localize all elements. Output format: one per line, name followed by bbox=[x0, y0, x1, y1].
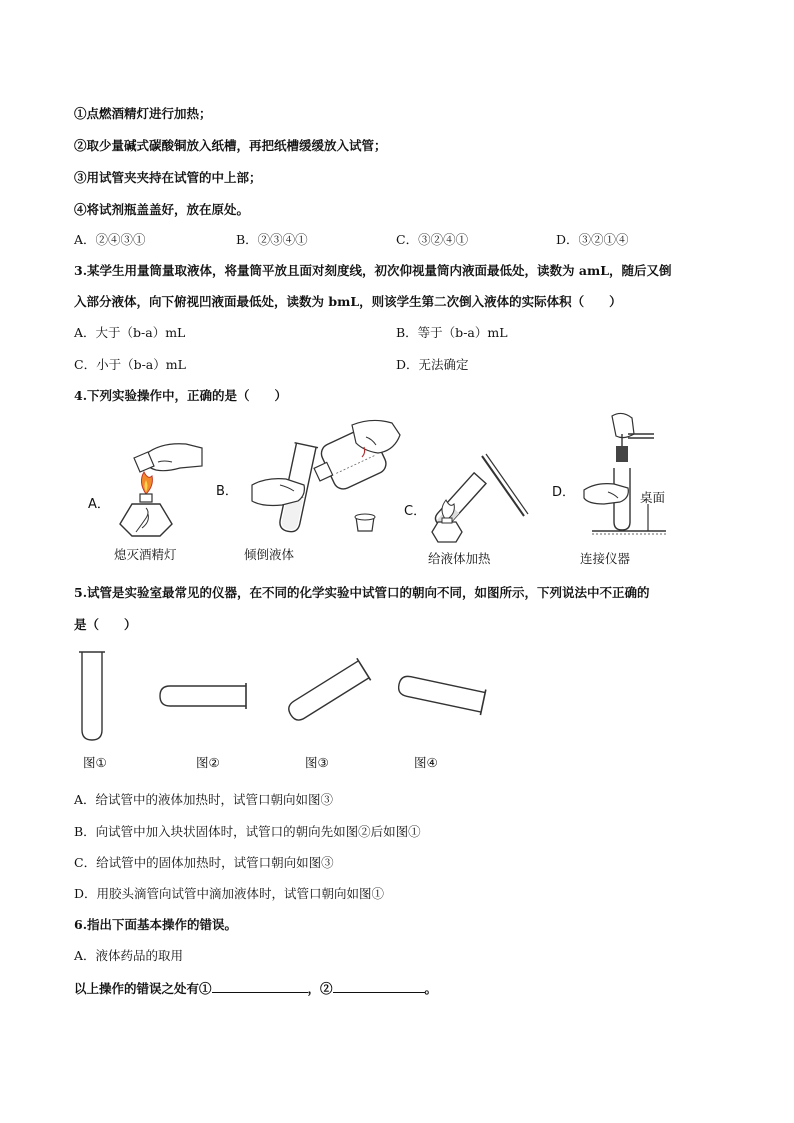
q5-option-d: D．用胶头滴管向试管中滴加液体时，试管口朝向如图① bbox=[74, 886, 385, 901]
q3-stem-line-1: 3.某学生用量筒量取液体，将量筒平放且面对刻度线，初次仰视量筒内液面最低处，读数为 amL，随后又倒 bbox=[74, 263, 672, 278]
fig-label-1: 图① bbox=[83, 755, 107, 770]
q6-answer-end: 。 bbox=[424, 981, 438, 996]
q5-option-a: A．给试管中的液体加热时，试管口朝向如图③ bbox=[74, 792, 334, 807]
q5-stem-line-1: 5.试管是实验室最常见的仪器，在不同的化学实验中试管口的朝向不同，如图所示，下列说法中不正确的 bbox=[74, 585, 650, 600]
q5-stem-line-2: 是（ ） bbox=[74, 617, 137, 632]
q3-option-b: B．等于（b-a）mL bbox=[396, 325, 508, 340]
q4-caption-c: 给液体加热 bbox=[428, 551, 491, 566]
q4-caption-a: 熄灭酒精灯 bbox=[114, 547, 177, 562]
q2-step-1: ①点燃酒精灯进行加热； bbox=[74, 106, 212, 121]
test-tube-orientation-figures bbox=[74, 646, 504, 746]
q4-letter-b: B． bbox=[216, 484, 238, 499]
q3-stem-line-2: 入部分液体，向下俯视凹液面最低处，读数为 bmL，则该学生第二次倒入液体的实际体积（ ） bbox=[74, 294, 622, 309]
q6-stem: 6.指出下面基本操作的错误。 bbox=[74, 917, 238, 932]
q4-letter-a: A． bbox=[88, 497, 110, 512]
q3-option-d: D．无法确定 bbox=[396, 357, 469, 372]
q6-answer-prefix: 以上操作的错误之处有① bbox=[74, 981, 212, 996]
q6-answer-separator: ，② bbox=[307, 981, 333, 996]
q6-subpart-a: A．液体药品的取用 bbox=[74, 948, 184, 963]
heating-liquid-figure bbox=[424, 446, 534, 546]
pouring-liquid-figure bbox=[242, 415, 402, 540]
q3-option-c: C．小于（b-a）mL bbox=[74, 357, 186, 372]
q2-option-a: A．②④③① bbox=[74, 232, 146, 247]
q2-step-3: ③用试管夹夹持在试管的中上部； bbox=[74, 170, 262, 185]
q2-step-2: ②取少量碱式碳酸铜放入纸槽，再把纸槽缓缓放入试管； bbox=[74, 138, 387, 153]
fig-label-3: 图③ bbox=[305, 755, 329, 770]
q2-option-d: D．③②①④ bbox=[556, 232, 629, 247]
answer-blank-2[interactable] bbox=[333, 980, 425, 993]
q5-option-c: C．给试管中的固体加热时，试管口朝向如图③ bbox=[74, 855, 334, 870]
q4-caption-d: 连接仪器 bbox=[580, 551, 631, 566]
test-tube-fig-2 bbox=[160, 683, 246, 709]
test-tube-fig-4 bbox=[396, 672, 486, 715]
fig-label-2: 图② bbox=[196, 755, 220, 770]
test-tube-fig-3 bbox=[284, 658, 371, 726]
q4-letter-c: C． bbox=[404, 504, 427, 519]
q4-letter-d: D． bbox=[552, 485, 576, 500]
fig-label-4: 图④ bbox=[414, 755, 438, 770]
test-tube-fig-1 bbox=[79, 652, 105, 740]
connecting-apparatus-figure bbox=[578, 410, 668, 538]
q6-answer-line bbox=[74, 980, 437, 997]
q4-stem: 4.下列实验操作中，正确的是（ ） bbox=[74, 388, 288, 403]
q3-option-a: A．大于（b-a）mL bbox=[74, 325, 186, 340]
answer-blank-1[interactable] bbox=[212, 980, 308, 993]
q5-option-b: B．向试管中加入块状固体时，试管口的朝向先如图②后如图① bbox=[74, 824, 421, 839]
alcohol-lamp-extinguish-figure bbox=[106, 432, 206, 544]
q2-option-c: C．③②④① bbox=[396, 232, 469, 247]
desk-label: 桌面 bbox=[640, 490, 666, 505]
q4-caption-b: 倾倒液体 bbox=[244, 547, 295, 562]
q2-option-b: B．②③④① bbox=[236, 232, 308, 247]
q2-step-4: ④将试剂瓶盖盖好，放在原处。 bbox=[74, 202, 250, 217]
